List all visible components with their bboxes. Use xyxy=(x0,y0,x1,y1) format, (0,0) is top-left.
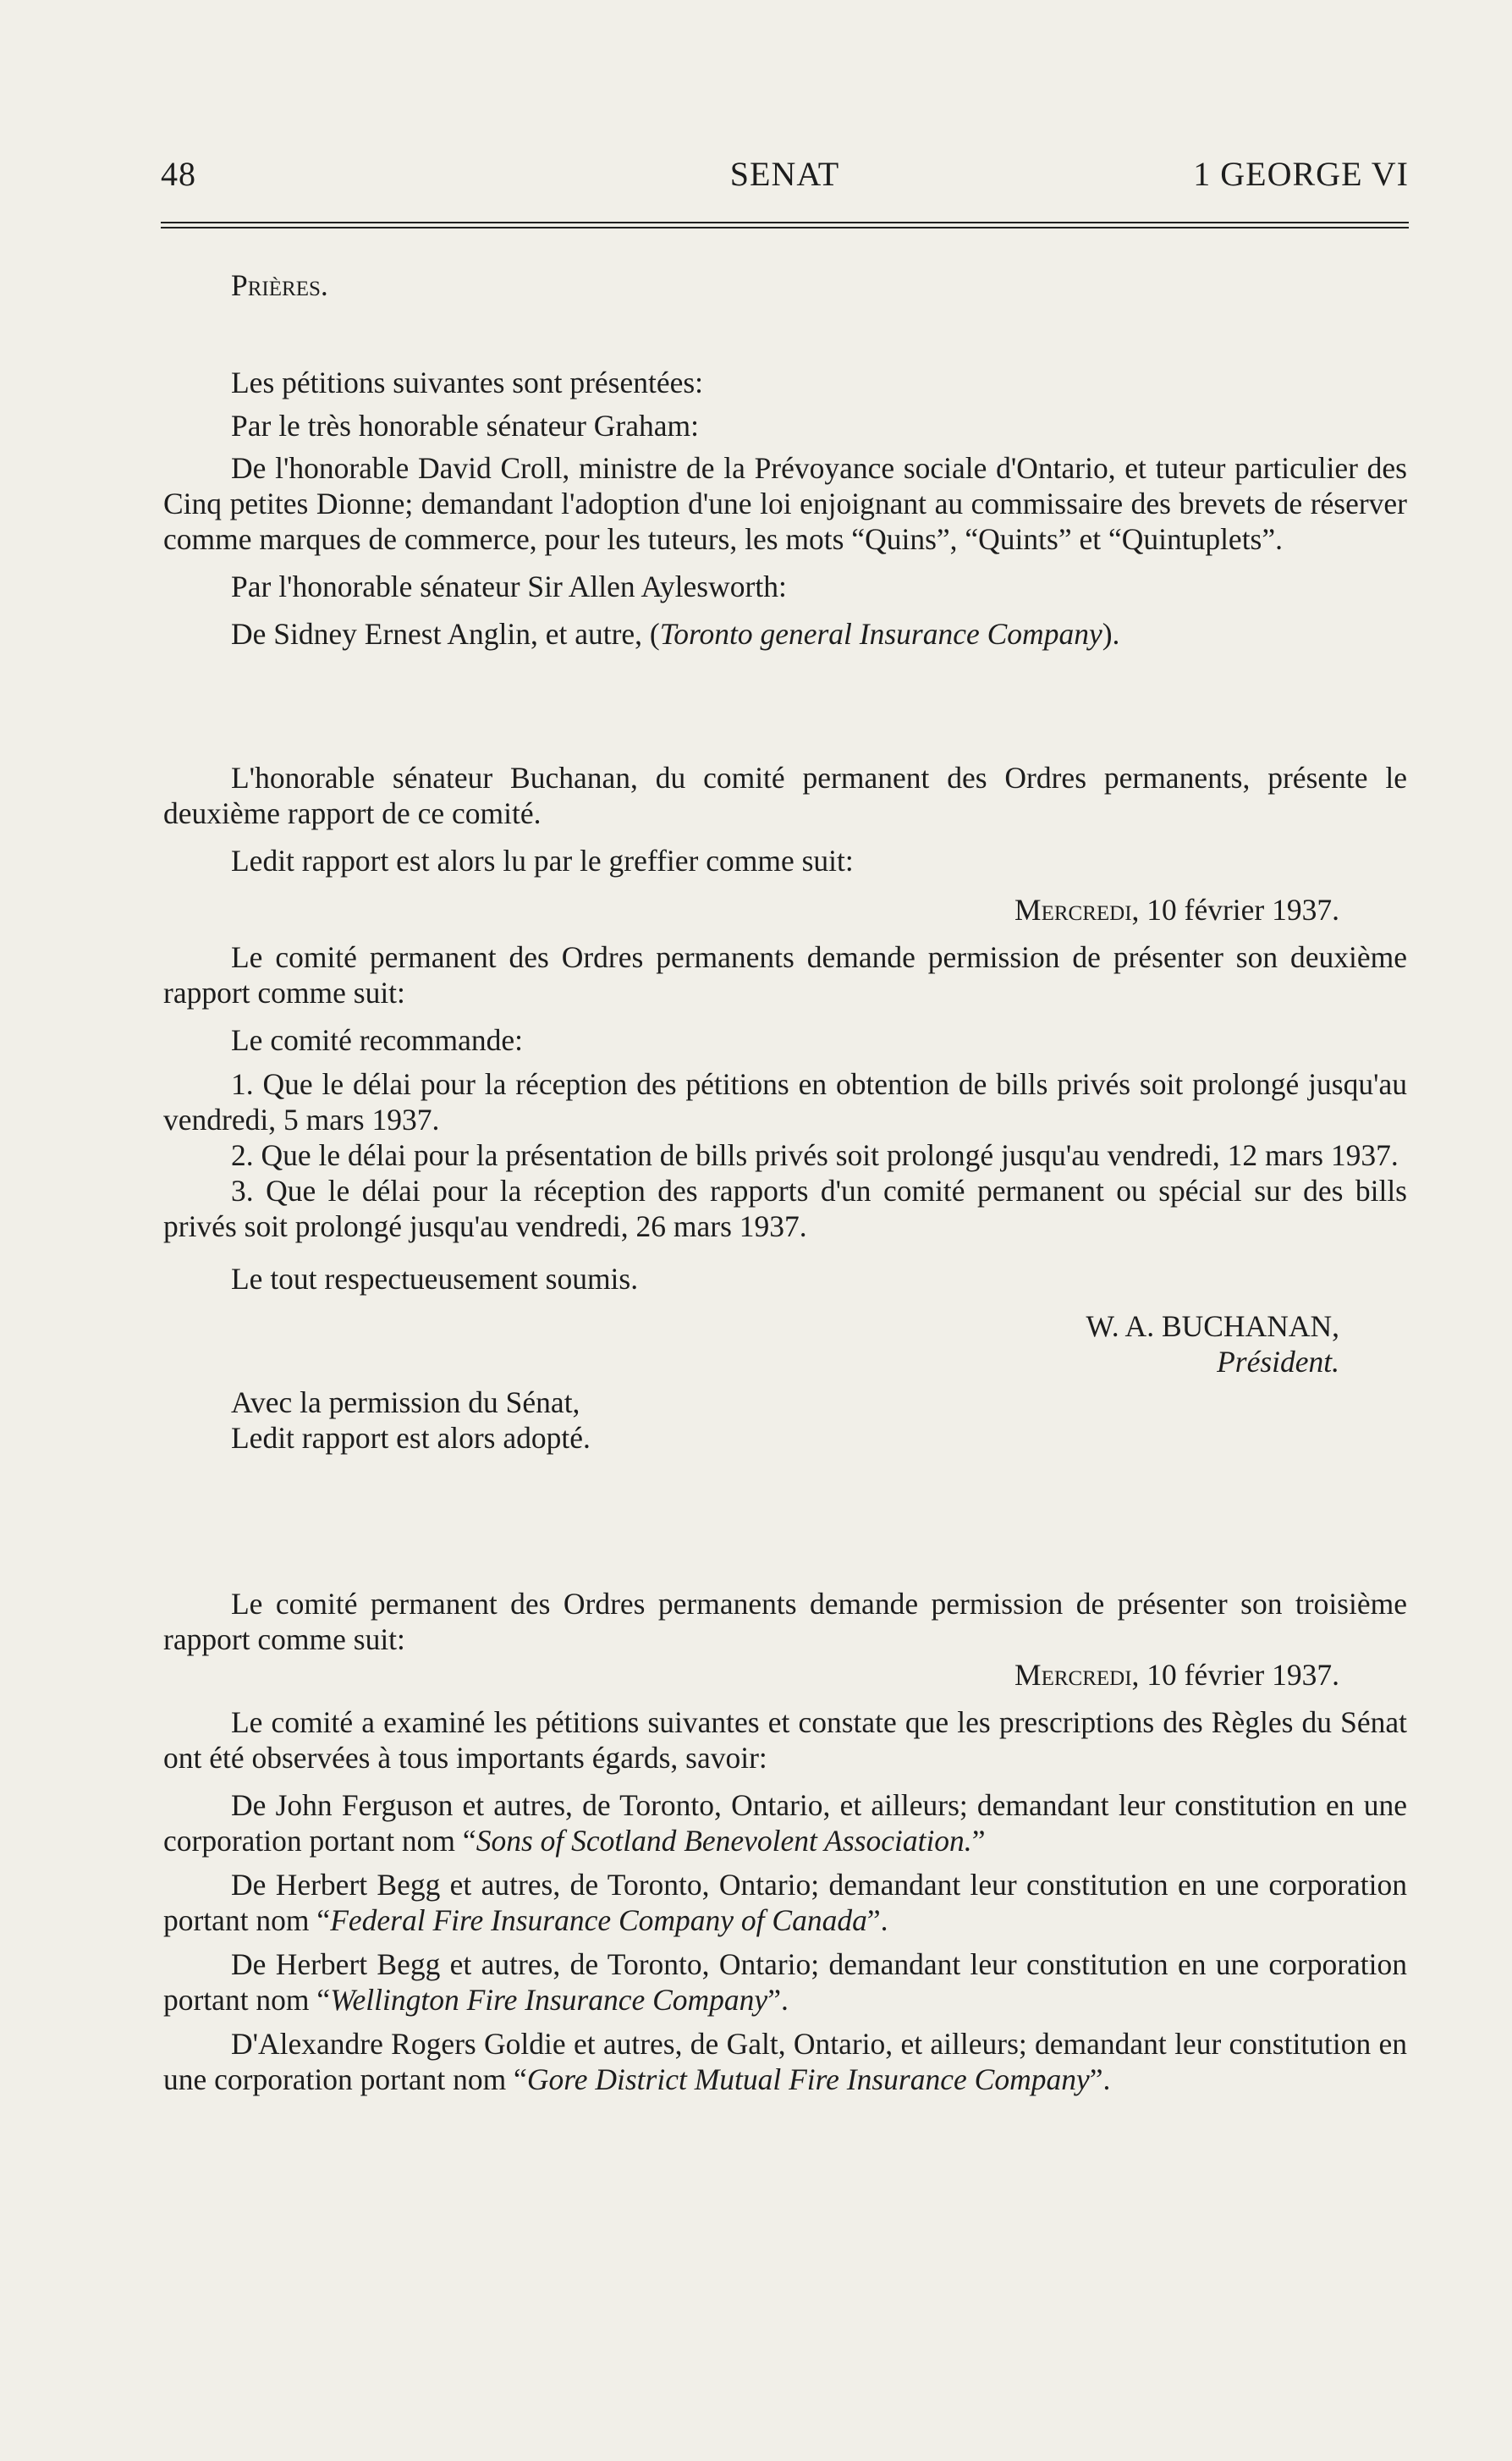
recommendation-item-3: 3. Que le délai pour la réception des rapports d'un comité permanent ou spécial sur des bills privés soit prolongé jusqu'au vendredi, 26 mars 1937. xyxy=(163,1174,1407,1243)
report3-date: Mercredi, 10 février 1937. xyxy=(1014,1658,1339,1692)
report2-intro: Le comité permanent des Ordres permanents demande permission de présenter son deuxième rapport comme suit: xyxy=(163,940,1407,1010)
recommendation-item-2: 2. Que le délai pour la présentation de bills privés soit prolongé jusqu'au vendredi, 12 mars 1937. xyxy=(231,1138,1399,1172)
comite-examine: Le comité a examiné les pétitions suivantes et constate que les prescriptions des Règles du Sénat ont été observées à tous importants égards, savoir: xyxy=(163,1705,1407,1775)
respectueusement-soumis: Le tout respectueusement soumis. xyxy=(231,1262,639,1296)
rapport-lu: Ledit rapport est alors lu par le greffier comme suit: xyxy=(231,844,854,878)
comite-recommande: Le comité recommande: xyxy=(231,1023,523,1057)
par-graham: Par le très honorable sénateur Graham: xyxy=(231,409,699,443)
signature-title: Président. xyxy=(1217,1345,1339,1379)
header-title: SENAT xyxy=(729,155,840,193)
rapport-adopte: Ledit rapport est alors adopté. xyxy=(231,1421,591,1455)
buchanan-intro: L'honorable sénateur Buchanan, du comité permanent des Ordres permanents, présente le deuxième rapport de ce comité. xyxy=(163,761,1407,830)
petitions-intro: Les pétitions suivantes sont présentées: xyxy=(231,366,704,399)
petition-goldie: D'Alexandre Rogers Goldie et autres, de Galt, Ontario, et ailleurs; demandant leur constitution en une corporation portant nom “Gore District Mutual Fire Insurance Company”. xyxy=(163,2027,1407,2096)
petitions-section xyxy=(163,365,1407,652)
signature-name: W. A. BUCHANAN, xyxy=(1086,1309,1339,1343)
anglin-petition: De Sidney Ernest Anglin, et autre, (Toronto general Insurance Company). xyxy=(231,617,1120,651)
buchanan-section xyxy=(163,760,1407,1456)
third-report-section xyxy=(163,1586,1407,2097)
petition-begg-federal: De Herbert Begg et autres, de Toronto, Ontario; demandant leur constitution en une corporation portant nom “Federal Fire Insurance Company of Canada”. xyxy=(163,1868,1407,1937)
petition-begg-wellington: De Herbert Begg et autres, de Toronto, Ontario; demandant leur constitution en une corporation portant nom “Wellington Fire Insurance Company”. xyxy=(163,1947,1407,2017)
page-number: 48 xyxy=(161,155,196,193)
petition-ferguson: De John Ferguson et autres, de Toronto, Ontario, et ailleurs; demandant leur constitution en une corporation portant nom “Sons of Scotland Benevolent Association.” xyxy=(163,1788,1407,1858)
prieres-heading: Prières. xyxy=(231,268,328,302)
report3-intro: Le comité permanent des Ordres permanents demande permission de présenter son troisième rapport comme suit: xyxy=(163,1587,1407,1656)
prieres-section xyxy=(163,267,1407,303)
recommendation-item-1: 1. Que le délai pour la réception des pétitions en obtention de bills privés soit prolongé jusqu'au vendredi, 5 mars 1937. xyxy=(163,1067,1407,1137)
anglin-company-name: Toronto general Insurance Company xyxy=(659,617,1102,651)
par-aylesworth: Par l'honorable sénateur Sir Allen Aylesworth: xyxy=(231,570,787,603)
croll-petition: De l'honorable David Croll, ministre de la Prévoyance sociale d'Ontario, et tuteur particulier des Cinq petites Dionne; demandant l'adoption d'une loi enjoignant au commissaire des brevets de réserver comme marques de commerce, pour les tuteurs, les mots “Quins”, “Quints” et “Quintuplets”. xyxy=(163,451,1407,556)
report2-date: Mercredi, 10 février 1937. xyxy=(1014,893,1339,927)
header-rule-top xyxy=(161,222,1409,223)
header-rule-bottom xyxy=(161,227,1409,228)
header-regnal-year: 1 GEORGE VI xyxy=(1193,155,1409,193)
avec-permission: Avec la permission du Sénat, xyxy=(231,1385,580,1419)
